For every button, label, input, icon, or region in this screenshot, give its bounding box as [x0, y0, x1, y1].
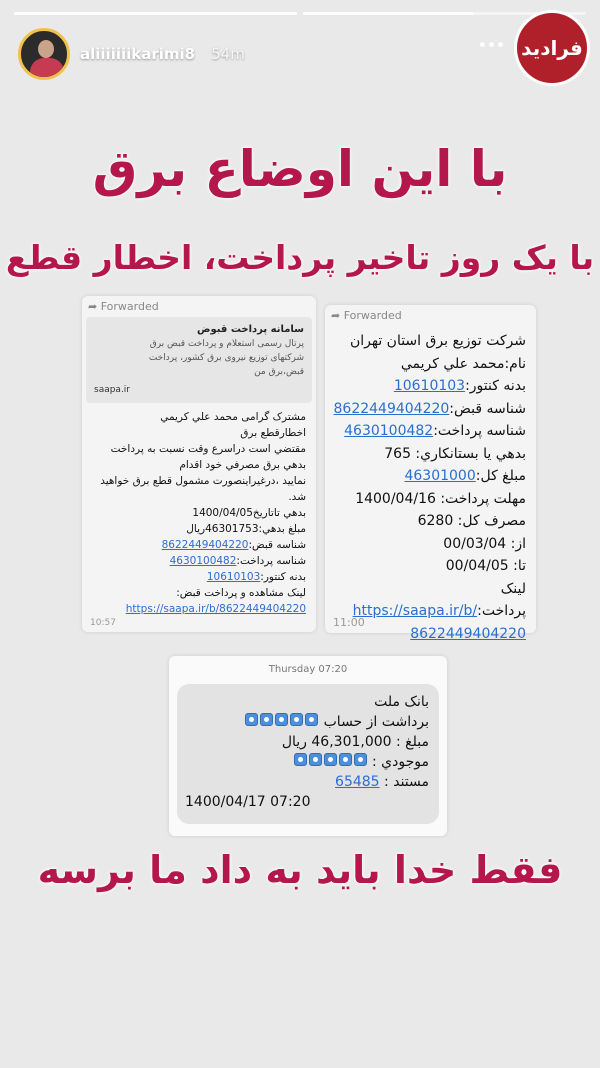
usage-line: مصرف كل: 6280: [417, 513, 526, 529]
headline-top: با این اوضاع برق: [92, 140, 508, 198]
meter-line: بدنه کنتور:10610103: [393, 378, 526, 394]
bank-datetime: 1400/04/17 07:20: [185, 794, 311, 810]
sms-bill-message: [325, 305, 536, 642]
message-line: بدهي برق مصرفي خود اقدام: [179, 459, 306, 471]
meter-link[interactable]: 10610103: [393, 378, 466, 394]
sms-warning-message: [82, 296, 316, 632]
payment-id-link[interactable]: 4630100482: [344, 423, 434, 439]
message-timestamp: 11:00: [333, 616, 365, 629]
from-line: از: 00/03/04: [443, 535, 526, 552]
forwarded-label: ➦ Forwarded: [331, 309, 402, 322]
doc-link[interactable]: 65485: [335, 774, 380, 790]
message-timestamp: 10:57: [90, 618, 116, 628]
name-line: نام:محمد علي كريمي: [400, 355, 526, 372]
bank-sms-message: [169, 656, 447, 836]
bank-name: بانک ملت: [374, 694, 429, 710]
payment-id-line: شناسه پرداخت:4630100482: [344, 423, 526, 439]
payment-id-link[interactable]: 4630100482: [169, 555, 237, 567]
preview-domain: saapa.ir: [94, 385, 131, 395]
bill-id-line: شناسه قبض:8622449404220: [161, 539, 306, 551]
link-line: لینک پرداخت:https://saapa.ir/b/: [352, 580, 526, 619]
story-header: [18, 28, 245, 80]
message-line: مشترک گرامی محمد علي كريمي: [160, 411, 306, 423]
forwarded-label: ➦ Forwarded: [88, 300, 159, 313]
company-line: شركت توزيع برق استان تهران: [349, 333, 526, 349]
link-preview[interactable]: [86, 317, 312, 403]
payment-url-link-cont[interactable]: 8622449404220: [410, 625, 526, 642]
masked-account-icon: [244, 712, 319, 732]
payment-id-line: شناسه پرداخت:4630100482: [169, 555, 306, 567]
meter-line: بدنه کنتور:10610103: [206, 571, 306, 583]
preview-line: قبض،برق من: [254, 367, 304, 377]
preview-line: پرتال رسمی استعلام و پرداخت قبض برق: [149, 339, 304, 349]
story-progress-bar: [14, 12, 586, 15]
message-line: اخطارقطع برق: [240, 427, 306, 439]
bill-id-link[interactable]: 8622449404220: [161, 539, 249, 551]
avatar[interactable]: [18, 28, 70, 80]
amount-line: مبلغ : 46,301,000 ریال: [281, 734, 429, 750]
bank-message-bubble: [177, 684, 439, 824]
bill-id-link[interactable]: 8622449404220: [333, 400, 450, 417]
message-line: مقتضي است دراسرع وقت نسبت به پرداخت: [110, 443, 306, 455]
link-label: لینک مشاهده و پرداخت قبض:: [176, 587, 306, 599]
preview-title: سامانه پرداخت قبوض: [197, 324, 304, 335]
balance-line: موجودي :: [185, 752, 429, 772]
payment-url-link[interactable]: https://saapa.ir/b/: [352, 603, 478, 619]
message-day: Thursday 07:20: [268, 664, 348, 675]
story-progress-segment: [14, 12, 297, 15]
preview-line: شرکتهای توزیع نیروی برق کشور، پرداخت: [148, 353, 304, 363]
withdraw-line: برداشت از حساب: [185, 712, 429, 732]
more-options-icon[interactable]: [480, 42, 504, 48]
bill-id-line: شناسه قبض:8622449404220: [333, 400, 526, 417]
amount-line: مبلغ بدهي:46301753ريال: [186, 523, 306, 535]
to-line: تا: 00/04/05: [445, 558, 526, 574]
arrears-line: بدهي يا بستانكاري: 765: [384, 445, 526, 462]
total-link[interactable]: 46301000: [404, 468, 476, 484]
brand-logo: [514, 10, 590, 86]
masked-balance-icon: [293, 752, 368, 772]
logo-text: فرادید: [521, 36, 583, 60]
message-line: شد.: [288, 491, 306, 503]
meter-link[interactable]: 10610103: [206, 571, 261, 583]
username[interactable]: aliiiiiiikarimi8: [80, 45, 196, 63]
post-time: 54m: [211, 45, 245, 63]
headline-sub: با یک روز تاخیر پرداخت، اخطار قطع: [5, 238, 595, 277]
doc-line: مستند : 65485: [335, 774, 429, 790]
deadline-line: مهلت پرداخت: 1400/04/16: [355, 490, 526, 507]
message-line: نمایید ،درغیراینصورت مشمول قطع برق خواهید: [100, 475, 306, 487]
headline-bottom: فقط خدا باید به داد ما برسه: [37, 848, 563, 892]
payment-url-link[interactable]: https://saapa.ir/b/8622449404220: [125, 603, 306, 615]
due-date-line: بدهي تاتاريخ1400/04/05: [192, 507, 306, 519]
total-line: مبلغ کل:46301000: [404, 468, 526, 484]
